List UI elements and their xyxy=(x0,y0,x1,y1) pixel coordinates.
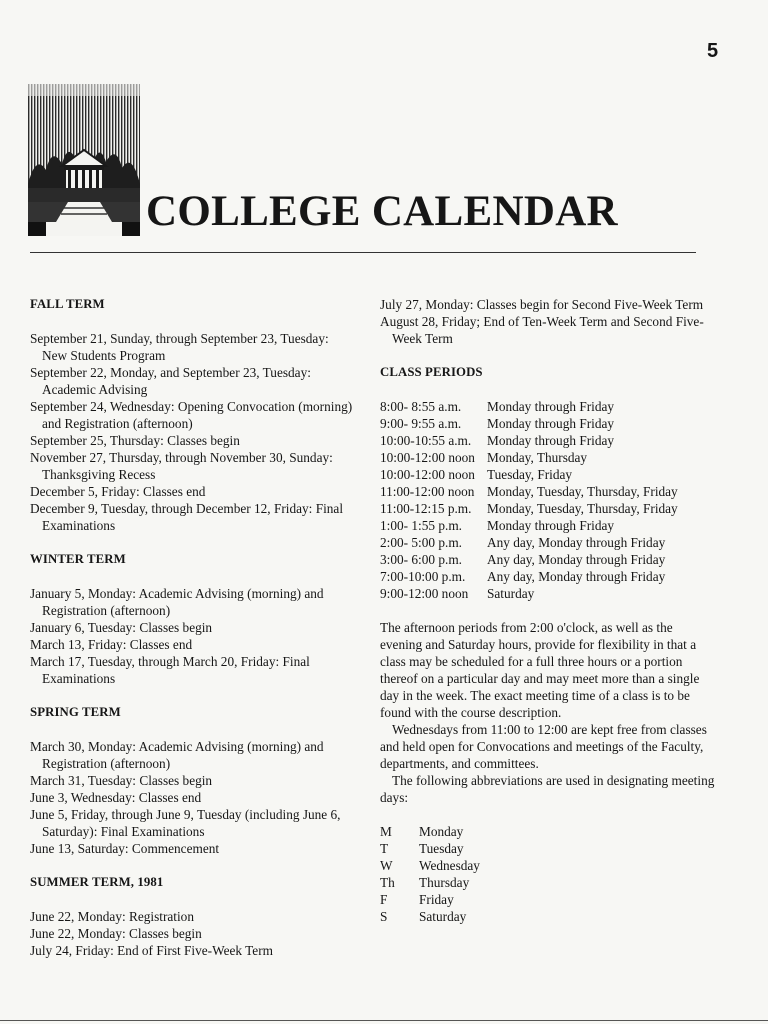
list-item: July 24, Friday: End of First Five-Week Term xyxy=(30,943,273,958)
abbrev-code: W xyxy=(380,858,393,873)
summer-term-list xyxy=(30,908,355,959)
abbrev-day: Thursday xyxy=(419,875,470,890)
table-row xyxy=(380,840,480,857)
period-time: 9:00-12:00 noon xyxy=(380,586,469,601)
list-item: March 31, Tuesday: Classes begin xyxy=(30,773,213,788)
list-item: March 17, Tuesday, through March 20, Friday: Final Examinations xyxy=(30,654,310,686)
table-row xyxy=(380,908,480,925)
list-item: August 28, Friday; End of Ten-Week Term and Second Five-Week Term xyxy=(380,314,704,346)
page-number: 5 xyxy=(707,40,719,62)
period-time: 2:00- 5:00 p.m. xyxy=(380,535,462,550)
period-time: 7:00-10:00 p.m. xyxy=(380,569,466,584)
abbrev-code: T xyxy=(380,841,389,856)
winter-term-heading: WINTER TERM xyxy=(30,552,126,566)
abbrev-code: F xyxy=(380,892,388,907)
period-days: Monday through Friday xyxy=(487,399,615,414)
table-row xyxy=(380,551,678,568)
list-item: March 30, Monday: Academic Advising (morning) and Registration (afternoon) xyxy=(30,739,324,771)
campus-building-icon xyxy=(28,84,140,236)
day-abbreviations-table xyxy=(380,823,480,925)
period-time: 1:00- 1:55 p.m. xyxy=(380,518,462,533)
list-item: June 22, Monday: Registration xyxy=(30,909,194,924)
table-row xyxy=(380,857,480,874)
abbrev-code: M xyxy=(380,824,392,839)
header-divider xyxy=(30,252,696,253)
period-days: Any day, Monday through Friday xyxy=(487,552,666,567)
table-row xyxy=(380,534,678,551)
period-days: Monday, Tuesday, Thursday, Friday xyxy=(487,501,678,516)
spring-term-heading: SPRING TERM xyxy=(30,705,121,719)
abbrev-day: Saturday xyxy=(419,909,467,924)
period-days: Saturday xyxy=(487,586,535,601)
winter-term-list xyxy=(30,585,355,687)
fall-term-heading: FALL TERM xyxy=(30,297,105,311)
period-days: Monday through Friday xyxy=(487,416,615,431)
period-time: 11:00-12:00 noon xyxy=(380,484,475,499)
list-item: September 21, Sunday, through September 23, Tuesday: New Students Program xyxy=(30,331,329,363)
fall-term-list xyxy=(30,330,355,534)
page-title: COLLEGE CALENDAR xyxy=(146,188,618,235)
table-row xyxy=(380,891,480,908)
class-periods-table xyxy=(380,398,678,602)
list-item: December 9, Tuesday, through December 12, Friday: Final Examinations xyxy=(30,501,344,533)
list-item: December 5, Friday: Classes end xyxy=(30,484,206,499)
footer-divider xyxy=(0,1020,768,1021)
class-periods-heading: CLASS PERIODS xyxy=(380,365,483,379)
period-days: Any day, Monday through Friday xyxy=(487,569,666,584)
abbrev-day: Monday xyxy=(419,824,464,839)
table-row xyxy=(380,500,678,517)
spring-term-list xyxy=(30,738,355,857)
flexibility-paragraph: The afternoon periods from 2:00 o'clock, as well as the evening and Saturday hours, provide for flexibility in that a class may be scheduled for a full three hours or a portion thereof on a particular day and may meet more than a single day in the week. The exact meeting time of a class is to be found with the course description. xyxy=(380,620,700,720)
list-item: January 6, Tuesday: Classes begin xyxy=(30,620,213,635)
table-row xyxy=(380,483,678,500)
abbrev-day: Tuesday xyxy=(419,841,464,856)
table-row xyxy=(380,398,678,415)
period-time: 10:00-12:00 noon xyxy=(380,450,475,465)
abbrev-code: Th xyxy=(380,875,395,890)
list-item: June 5, Friday, through June 9, Tuesday (including June 6, Saturday): Final Examinations xyxy=(30,807,341,839)
abbrev-day: Friday xyxy=(419,892,454,907)
period-time: 9:00- 9:55 a.m. xyxy=(380,416,462,431)
table-row xyxy=(380,517,678,534)
table-row xyxy=(380,585,678,602)
period-time: 10:00-12:00 noon xyxy=(380,467,475,482)
summer-term-heading: SUMMER TERM, 1981 xyxy=(30,875,164,889)
period-days: Monday, Tuesday, Thursday, Friday xyxy=(487,484,678,499)
right-column xyxy=(380,296,715,925)
wednesday-paragraph: Wednesdays from 11:00 to 12:00 are kept free from classes and held open for Convocations and meetings of the Faculty, departments, and committees. xyxy=(380,722,707,771)
table-row xyxy=(380,466,678,483)
period-days: Any day, Monday through Friday xyxy=(487,535,666,550)
table-row xyxy=(380,568,678,585)
abbreviations-intro: The following abbreviations are used in designating meeting days: xyxy=(380,773,715,805)
list-item: March 13, Friday: Classes end xyxy=(30,637,193,652)
list-item: September 22, Monday, and September 23, Tuesday: Academic Advising xyxy=(30,365,311,397)
summer-term-list-continued xyxy=(380,296,715,347)
list-item: June 22, Monday: Classes begin xyxy=(30,926,202,941)
table-row xyxy=(380,415,678,432)
table-row xyxy=(380,823,480,840)
abbrev-code: S xyxy=(380,909,388,924)
table-row xyxy=(380,874,480,891)
left-column xyxy=(30,296,355,976)
list-item: June 3, Wednesday: Classes end xyxy=(30,790,202,805)
period-time: 11:00-12:15 p.m. xyxy=(380,501,472,516)
list-item: July 27, Monday: Classes begin for Second Five-Week Term xyxy=(380,297,704,312)
list-item: January 5, Monday: Academic Advising (morning) and Registration (afternoon) xyxy=(30,586,324,618)
list-item: September 25, Thursday: Classes begin xyxy=(30,433,240,448)
period-time: 3:00- 6:00 p.m. xyxy=(380,552,462,567)
list-item: September 24, Wednesday: Opening Convocation (morning) and Registration (afternoon) xyxy=(30,399,353,431)
abbrev-day: Wednesday xyxy=(419,858,480,873)
table-row xyxy=(380,432,678,449)
period-days: Monday through Friday xyxy=(487,518,615,533)
period-days: Monday, Thursday xyxy=(487,450,588,465)
list-item: June 13, Saturday: Commencement xyxy=(30,841,220,856)
list-item: November 27, Thursday, through November 30, Sunday: Thanksgiving Recess xyxy=(30,450,333,482)
period-time: 8:00- 8:55 a.m. xyxy=(380,399,462,414)
period-days: Tuesday, Friday xyxy=(487,467,573,482)
table-row xyxy=(380,449,678,466)
period-days: Monday through Friday xyxy=(487,433,615,448)
period-time: 10:00-10:55 a.m. xyxy=(380,433,472,448)
